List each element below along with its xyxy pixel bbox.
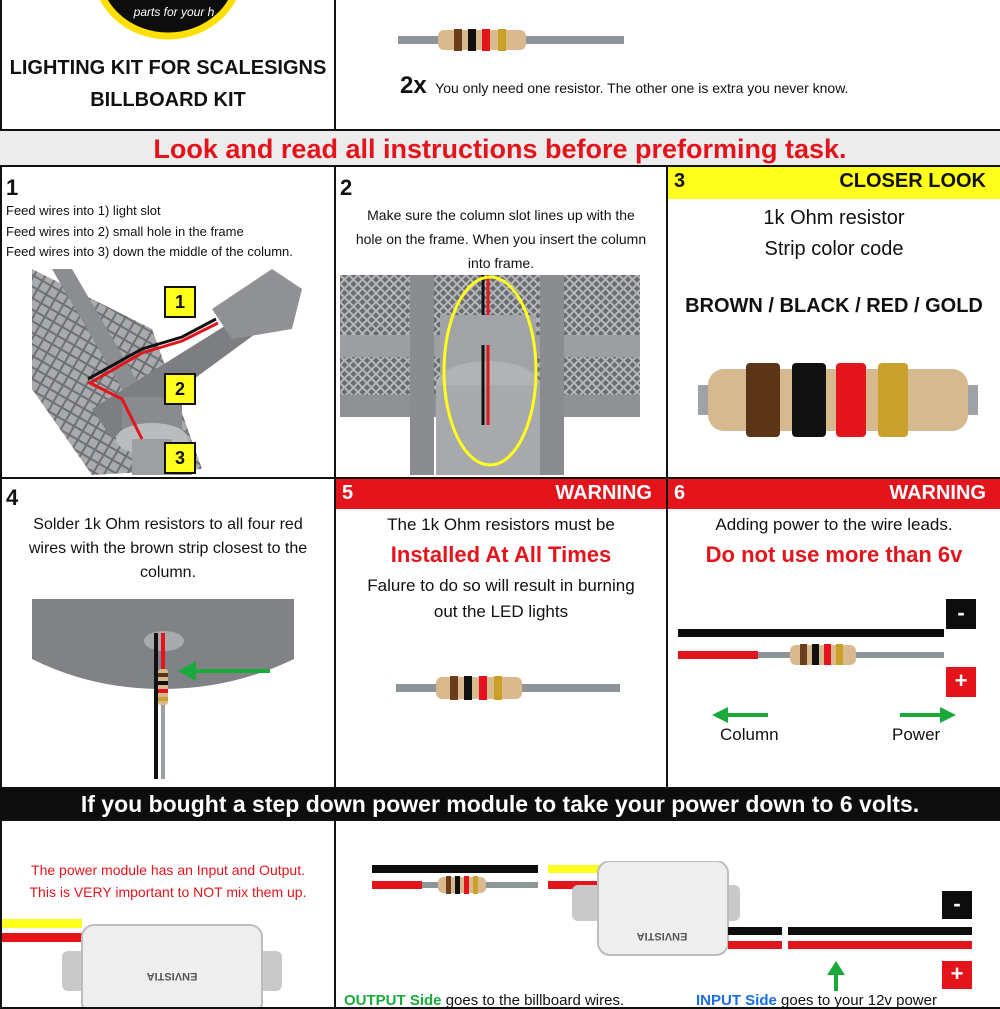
module-warning-line1: The power module has an Input and Output.: [31, 862, 305, 878]
color-code: BROWN / BLACK / RED / GOLD: [685, 295, 983, 317]
kit-title: [2, 52, 334, 116]
step-3-desc: [668, 203, 1000, 265]
column-label: Column: [720, 725, 779, 744]
step-2-cell: [334, 165, 668, 479]
step-4-line: column.: [139, 564, 197, 581]
input-side-note: [696, 992, 937, 1009]
power-module-image-left: [2, 911, 336, 1009]
power-module-wiring: [372, 861, 972, 971]
step-5-number: 5: [342, 482, 354, 504]
step-4-line: Solder 1k Ohm resistors to all four red: [33, 516, 303, 533]
instructions-banner: [0, 129, 1000, 167]
step-6-cell: [666, 477, 1000, 789]
qty-count: 2x: [400, 72, 427, 99]
arrow-up-icon: [826, 961, 846, 991]
step-1-line: Feed wires into 1) light slot: [6, 203, 161, 218]
step-6-number: 6: [674, 482, 686, 504]
minus-label: -: [957, 600, 965, 625]
step-6-label: WARNING: [889, 482, 986, 504]
marker-label: 2: [174, 379, 185, 399]
step-6-text: [668, 513, 1000, 573]
step-1-text: [6, 201, 293, 263]
step-2-line: Make sure the column slot lines up with the: [367, 207, 635, 223]
step-1-number: 1: [6, 175, 19, 200]
step-5-emphasis: Installed At All Times: [390, 542, 612, 567]
power-module-banner-text: If you bought a step down power module to take your power down to 6 volts.: [80, 791, 920, 817]
step-1-cell: [0, 165, 336, 479]
step-2-number: 2: [340, 175, 353, 200]
output-positive-terminal: [942, 961, 972, 989]
step-4-text: [2, 513, 334, 585]
step-6-emphasis: Do not use more than 6v: [705, 542, 963, 567]
step-5-line3: out the LED lights: [433, 602, 569, 621]
instructions-banner-text: Look and read all instructions before preforming task.: [153, 134, 847, 164]
bottom-left-cell: [0, 819, 336, 1009]
step-3-label: CLOSER LOOK: [839, 170, 986, 192]
logo-text: parts for your h: [133, 5, 215, 19]
qty-row: [400, 72, 848, 100]
step-1-line: Feed wires into 2) small hole in the frame: [6, 223, 244, 239]
plus-label: +: [950, 961, 964, 986]
kit-title-line2: BILLBOARD KIT: [90, 89, 246, 111]
input-side-text: goes to your 12v power: [781, 992, 937, 1009]
step-6-line1: Adding power to the wire leads.: [715, 515, 953, 534]
step-3-cell: [666, 165, 1000, 479]
step-1-line: Feed wires into 3) down the middle of the column.: [6, 244, 293, 259]
step-2-text: [336, 203, 666, 275]
step-1-marker: [164, 373, 196, 405]
column-slot-illustration: [340, 275, 640, 475]
brand-logo: [88, 0, 248, 40]
output-side-note: [344, 992, 624, 1009]
step-3-header: [668, 167, 1000, 199]
output-side-text: goes to the billboard wires.: [445, 992, 625, 1009]
step-5-label: WARNING: [555, 482, 652, 504]
module-warning-text: [2, 859, 334, 903]
step-4-number: 4: [6, 485, 19, 510]
resistor-closeup-image: [698, 355, 978, 445]
step-5-cell: [334, 477, 668, 789]
resistor-image-top: [398, 25, 624, 55]
negative-terminal: [946, 599, 976, 629]
arrow-right-icon: [900, 705, 956, 725]
step-1-marker: [164, 442, 196, 474]
header-right-cell: [334, 0, 1000, 131]
kit-title-line1: LIGHTING KIT FOR SCALESIGNS: [9, 57, 327, 79]
step-6-header: [668, 479, 1000, 509]
solder-illustration: [32, 599, 302, 785]
marker-label: 3: [174, 448, 185, 468]
header-left-cell: [0, 0, 336, 131]
positive-terminal: [946, 667, 976, 697]
step-3-number: 3: [674, 170, 686, 192]
arrow-left-icon: [712, 705, 768, 725]
module-brand-right: ENVISTIA: [636, 930, 688, 942]
step-3-line2: Strip color code: [764, 238, 904, 260]
module-warning-line2: This is VERY important to NOT mix them up.: [29, 884, 307, 900]
output-side-label: OUTPUT Side: [344, 992, 442, 1009]
minus-label: -: [953, 891, 961, 916]
step-2-line: into frame.: [467, 255, 535, 271]
step-3-line1: 1k Ohm resistor: [763, 207, 905, 229]
output-negative-terminal: [942, 891, 972, 919]
step-4-cell: [0, 477, 336, 789]
step-4-line: wires with the brown strip closest to the: [28, 540, 308, 557]
power-module-banner: [0, 787, 1000, 821]
step-5-line1: The 1k Ohm resistors must be: [387, 515, 615, 534]
step-1-marker: [164, 286, 196, 318]
plus-label: +: [954, 668, 968, 693]
step-2-line: hole on the frame. When you insert the column: [355, 231, 647, 247]
resistor-image-mid: [396, 673, 620, 703]
module-brand-left: ENVISTIA: [146, 970, 198, 982]
qty-note: You only need one resistor. The other one is extra you never know.: [435, 80, 849, 96]
wire-leads-illustration: [678, 625, 948, 665]
marker-label: 1: [174, 292, 185, 312]
input-side-label: INPUT Side: [696, 992, 777, 1009]
step-5-text: [336, 513, 666, 625]
step-5-header: [336, 479, 666, 509]
bottom-right-cell: [334, 819, 1000, 1009]
power-label: Power: [892, 725, 941, 744]
step-5-line2: Falure to do so will result in burning: [367, 576, 635, 595]
